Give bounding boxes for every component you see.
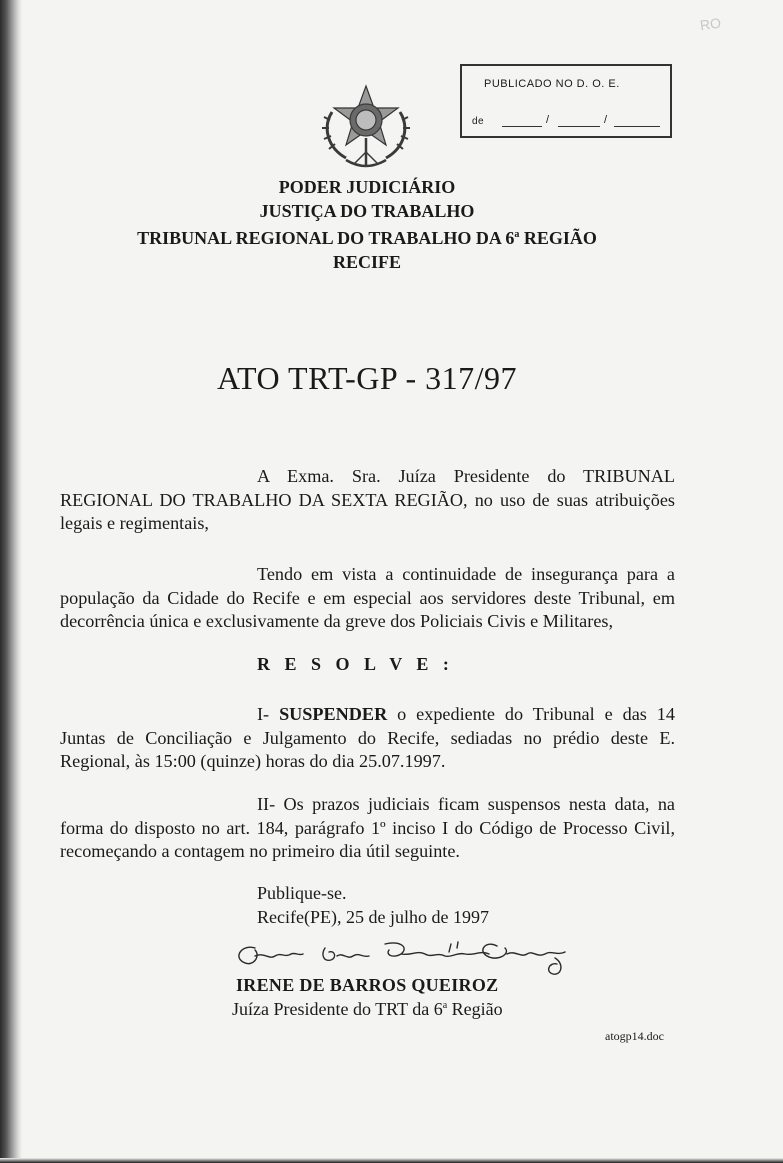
- stamp-date-line: [614, 126, 660, 127]
- scan-left-edge: [0, 0, 22, 1163]
- considering-paragraph: Tendo em vista a continuidade de insegurança para a população da Cidade do Recife e em especial aos servidores deste Tribunal, em decorrência única e exclusivamente da greve dos Policiais Civis e Militares,: [60, 564, 675, 632]
- stamp-date-line: [558, 126, 600, 127]
- signer-title: Juíza Presidente do TRT da 6$^a$ Região: [232, 999, 503, 1019]
- place-date-line: Recife(PE), 25 de julho de 1997: [257, 907, 489, 927]
- header-line-1: PODER JUDICIÁRIO: [278, 177, 456, 197]
- scan-bottom-edge: [0, 1158, 783, 1163]
- stamp-slash: /: [546, 114, 550, 126]
- closing-block: [257, 881, 489, 929]
- publication-stamp: [460, 64, 672, 138]
- stamp-date-line: [502, 126, 542, 127]
- signer-name: IRENE DE BARROS QUEIROZ: [236, 975, 499, 995]
- stamp-date-prefix: de: [472, 116, 485, 127]
- stamp-slash: /: [604, 114, 608, 126]
- corner-mark: RO: [698, 14, 723, 34]
- suspend-keyword: SUSPENDER: [279, 704, 388, 724]
- intro-paragraph: A Exma. Sra. Juíza Presidente do TRIBUNAL REGIONAL DO TRABALHO DA SEXTA REGIÃO, no uso de suas atribuições legais e regimentais,: [60, 466, 675, 534]
- item-2-paragraph: II- Os prazos judiciais ficam suspensos nesta data, na forma do disposto no art. 184, parágrafo 1º inciso I do Código de Processo Civil, recomeçando a contagem no primeiro dia útil seguinte.: [60, 794, 675, 862]
- file-name-label: atogp14.doc: [605, 1029, 664, 1043]
- publish-line: Publique-se.: [257, 883, 347, 903]
- resolve-heading: R E S O L V E :: [257, 654, 454, 674]
- header-line-2: JUSTIÇA DO TRABALHO: [259, 200, 475, 221]
- stamp-published-text: PUBLICADO NO D. O. E.: [484, 78, 620, 90]
- act-title: ATO TRT-GP - 317/97: [216, 360, 518, 396]
- header-line-4: RECIFE: [332, 251, 401, 272]
- document-header: [0, 176, 734, 274]
- coat-of-arms-emblem: [318, 82, 414, 174]
- item-1-paragraph: I- SUSPENDER o expediente do Tribunal e das 14 Juntas de Conciliação e Julgamento do Recife, sediadas no prédio deste E. Regional, às 15:00 (quinze) horas do dia 25.07.1997.: [60, 704, 675, 772]
- header-line-3: TRIBUNAL REGIONAL DO TRABALHO DA 6$^a$ REGIÃO: [137, 228, 597, 248]
